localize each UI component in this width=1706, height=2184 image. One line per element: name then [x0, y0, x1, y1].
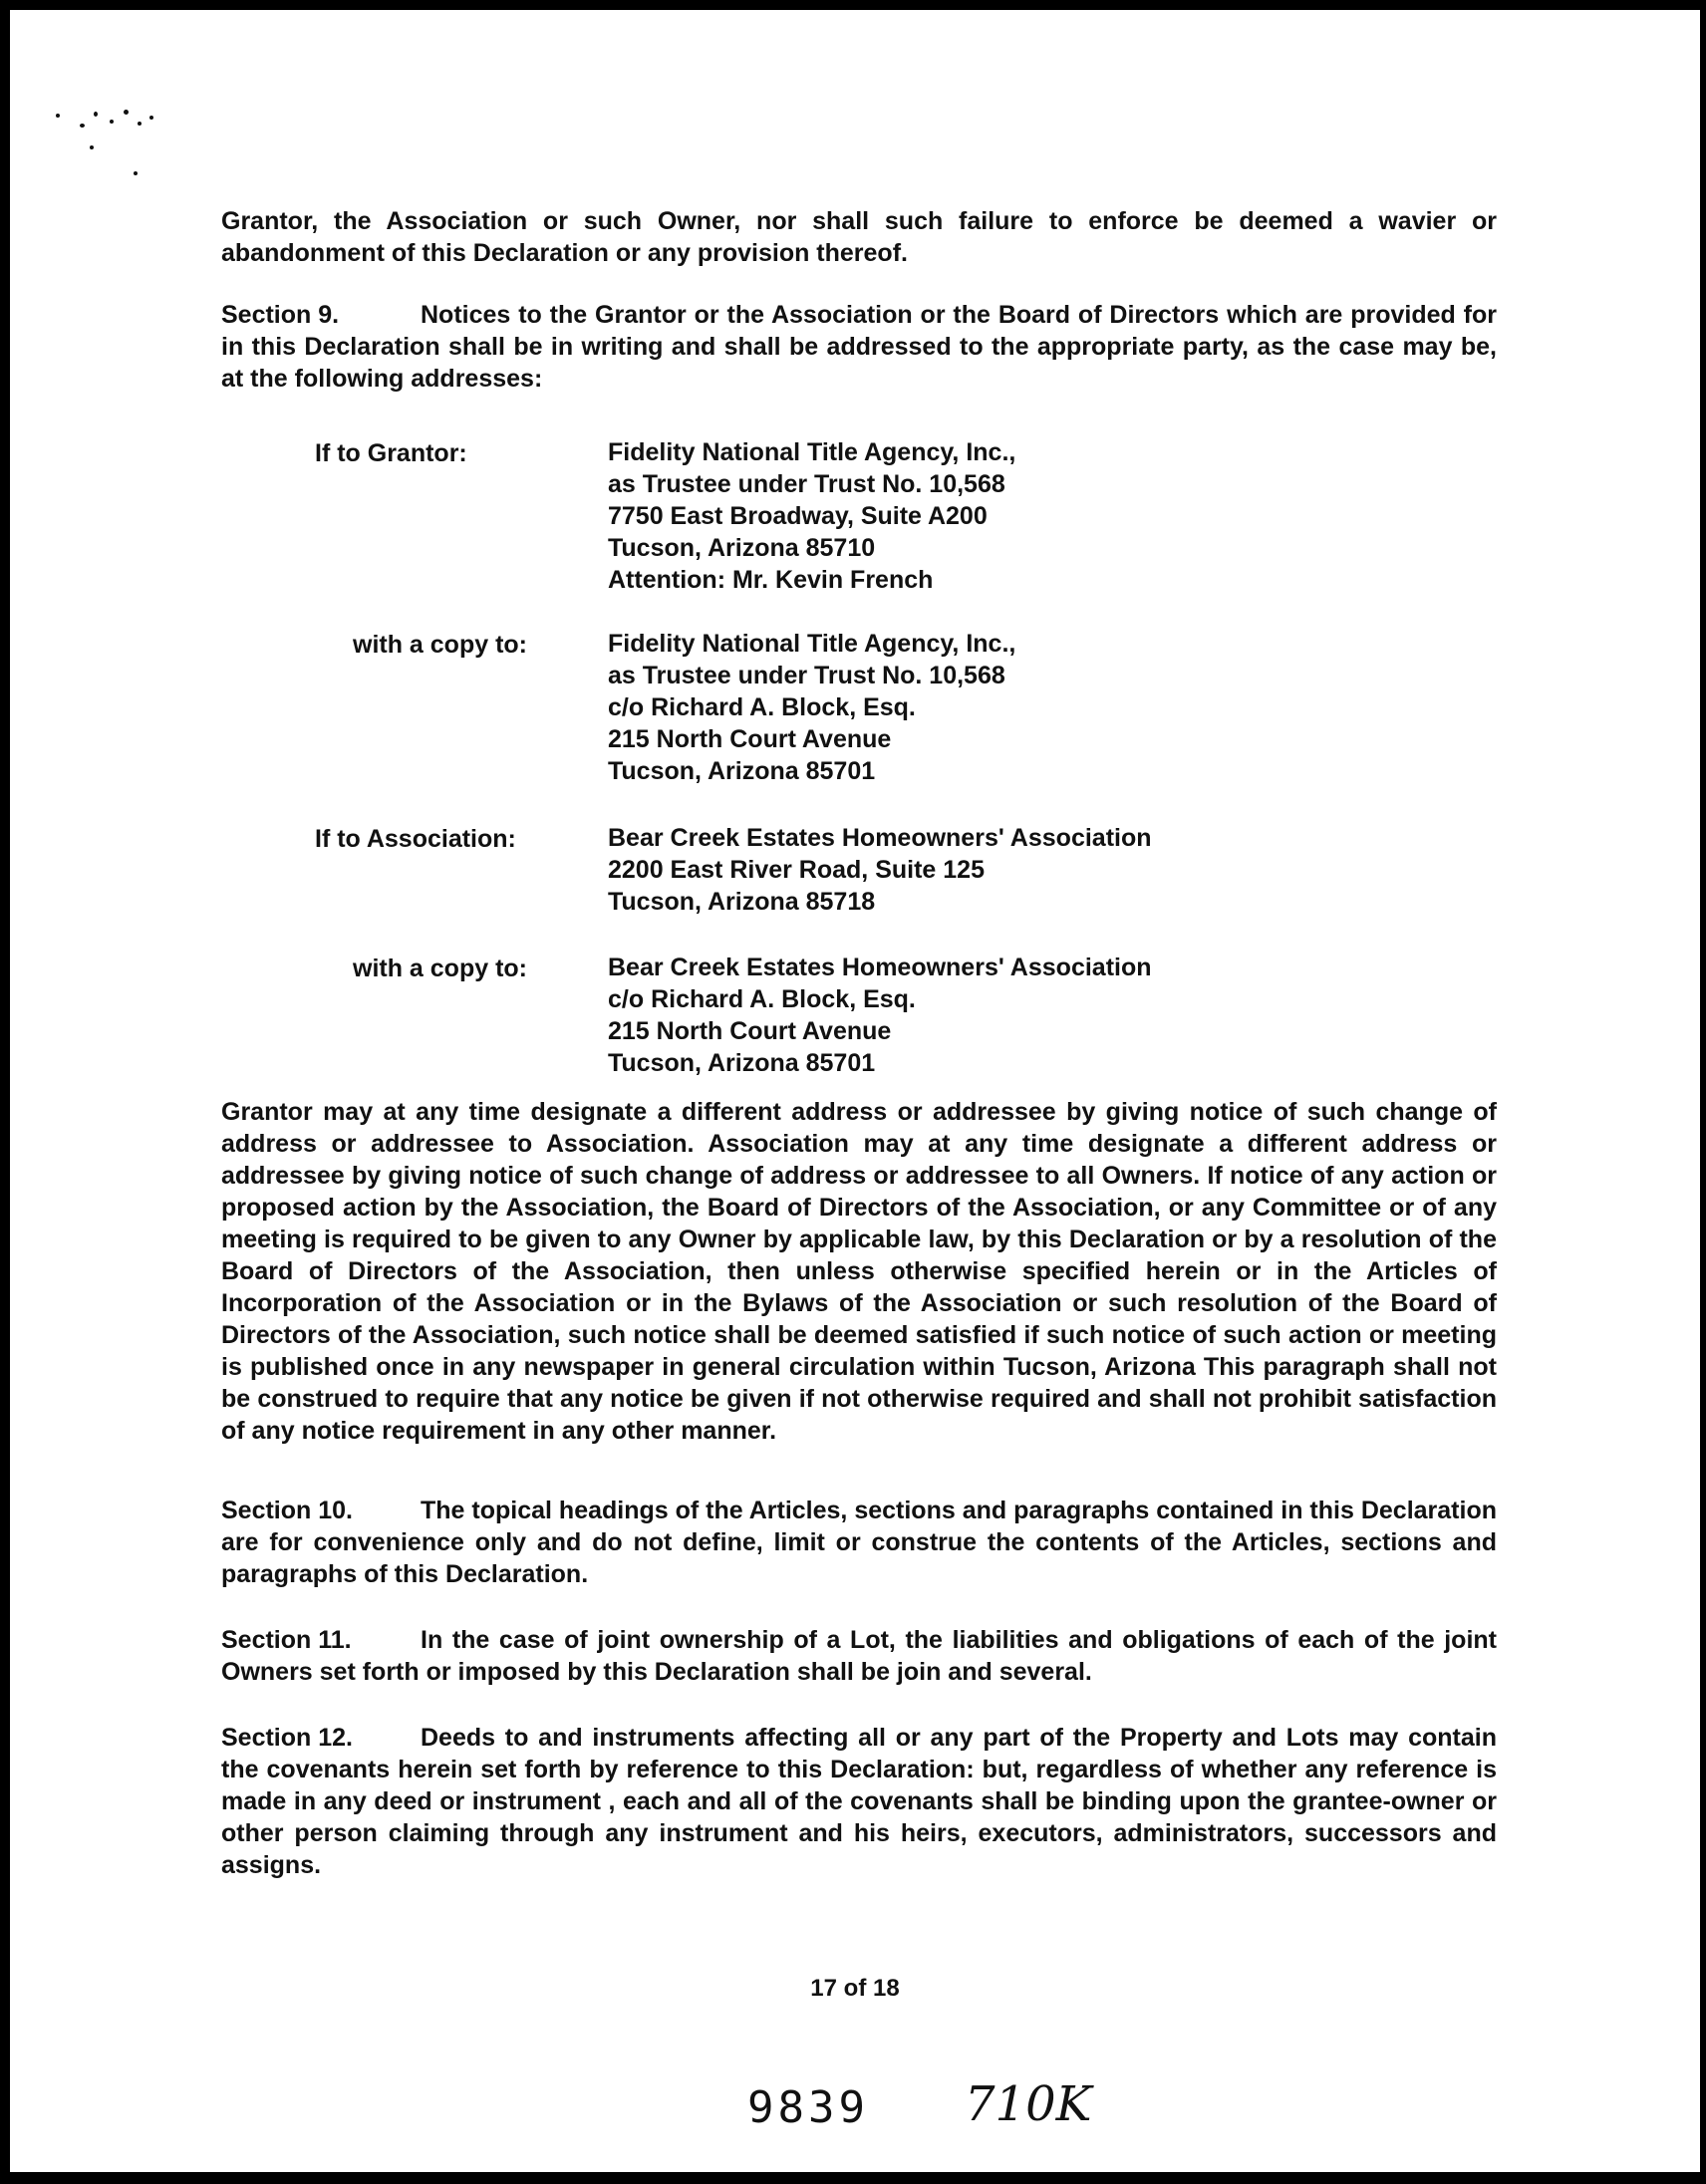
section-9-heading: Section 9. [221, 301, 340, 329]
address-line: Tucson, Arizona 85718 [608, 888, 876, 916]
address-line: 215 North Court Avenue [608, 1017, 892, 1045]
address-line: 7750 East Broadway, Suite A200 [608, 502, 988, 530]
document-stamp-number: 9839 [747, 2082, 869, 2133]
address-block-association [608, 822, 1152, 918]
address-line: c/o Richard A. Block, Esq. [608, 985, 916, 1013]
address-block-grantor [608, 436, 1015, 596]
address-line: 215 North Court Avenue [608, 725, 892, 753]
scan-speck [94, 112, 98, 117]
scan-speck [124, 110, 129, 115]
section-12 [221, 1722, 1497, 1881]
address-label-association-copy: with a copy to: [353, 955, 527, 982]
address-line: as Trustee under Trust No. 10,568 [608, 470, 1005, 498]
address-line: c/o Richard A. Block, Esq. [608, 693, 916, 721]
section-9 [221, 299, 1497, 395]
document-page [10, 10, 1700, 2172]
section-11 [221, 1624, 1497, 1688]
address-line: Tucson, Arizona 85701 [608, 757, 876, 785]
page-number: 17 of 18 [810, 1975, 900, 2002]
address-line: Bear Creek Estates Homeowners' Association [608, 954, 1152, 981]
section-10-text: The topical headings of the Articles, sections and paragraphs contained in this Declaration are for convenience only and do not define, limit or construe the contents of the Articles, sections and paragraphs of this Declaration. [221, 1497, 1497, 1588]
handwritten-annotation: 710K [965, 2076, 1092, 2132]
address-line: Bear Creek Estates Homeowners' Association [608, 824, 1152, 852]
address-line: Fidelity National Title Agency, Inc., [608, 630, 1016, 658]
address-line: Fidelity National Title Agency, Inc., [608, 438, 1016, 466]
address-line: 2200 East River Road, Suite 125 [608, 856, 985, 884]
address-block-association-copy [608, 952, 1152, 1079]
section-9-text: Notices to the Grantor or the Association or the Board of Directors which are provided for in this Declaration shall be in writing and shall be addressed to the appropriate party, as the case may be, at the following addresses: [221, 301, 1497, 393]
address-line: as Trustee under Trust No. 10,568 [608, 662, 1005, 689]
address-label-association: If to Association: [315, 825, 516, 853]
scan-speck [149, 116, 153, 120]
scan-speck [80, 124, 85, 128]
address-line: Attention: Mr. Kevin French [608, 566, 934, 594]
scan-speck [90, 145, 94, 149]
address-label-grantor: If to Grantor: [315, 439, 467, 467]
scan-speck [138, 122, 142, 126]
address-line: Tucson, Arizona 85710 [608, 534, 876, 562]
address-block-grantor-copy [608, 628, 1015, 787]
intro-paragraph: Grantor, the Association or such Owner, nor shall such failure to enforce be deemed a wavier or abandonment of this Declaration or any provision thereof. [221, 207, 1497, 267]
section-10-heading: Section 10. [221, 1497, 353, 1524]
section-12-heading: Section 12. [221, 1724, 353, 1752]
section-11-text: In the case of joint ownership of a Lot, the liabilities and obligations of each of the joint Owners set forth or imposed by this Declaration shall be join and several. [221, 1626, 1497, 1686]
address-line: Tucson, Arizona 85701 [608, 1049, 876, 1077]
section-10 [221, 1495, 1497, 1590]
section-11-heading: Section 11. [221, 1626, 352, 1654]
scan-noise [50, 106, 229, 195]
notice-paragraph: Grantor may at any time designate a different address or addressee by giving notice of such change of address or addressee to Association. Association may at any time designate a different address or addressee by giving notice of such change of address or addressee to all Owners. If notice of any action or proposed action by the Association, the Board of Directors of the Association, or any Committee or of any meeting is required to be given to any Owner by applicable law, by this Declaration or by a resolution of the Board of Directors of the Association, then unless otherwise specified herein or in the Articles of Incorporation of the Association or in the Bylaws of the Association or such resolution of the Board of Directors of the Association, such notice shall be deemed satisfied if such notice of such action or meeting is published once in any newspaper in general circulation within Tucson, Arizona This paragraph shall not be construed to require that any notice be given if not otherwise required and shall not prohibit satisfaction of any notice requirement in any other manner. [221, 1098, 1497, 1445]
address-label-grantor-copy: with a copy to: [353, 631, 527, 659]
scan-speck [110, 120, 114, 124]
section-12-text: Deeds to and instruments affecting all or any part of the Property and Lots may contain the covenants herein set forth by reference to this Declaration: but, regardless of whether any reference is made in any deed or instrument , each and all of the covenants shall be binding upon the grantee-owner or other person claiming through any instrument and his heirs, executors, administrators, successors and assigns. [221, 1724, 1497, 1879]
scan-speck [56, 114, 60, 118]
scan-speck [134, 171, 138, 175]
